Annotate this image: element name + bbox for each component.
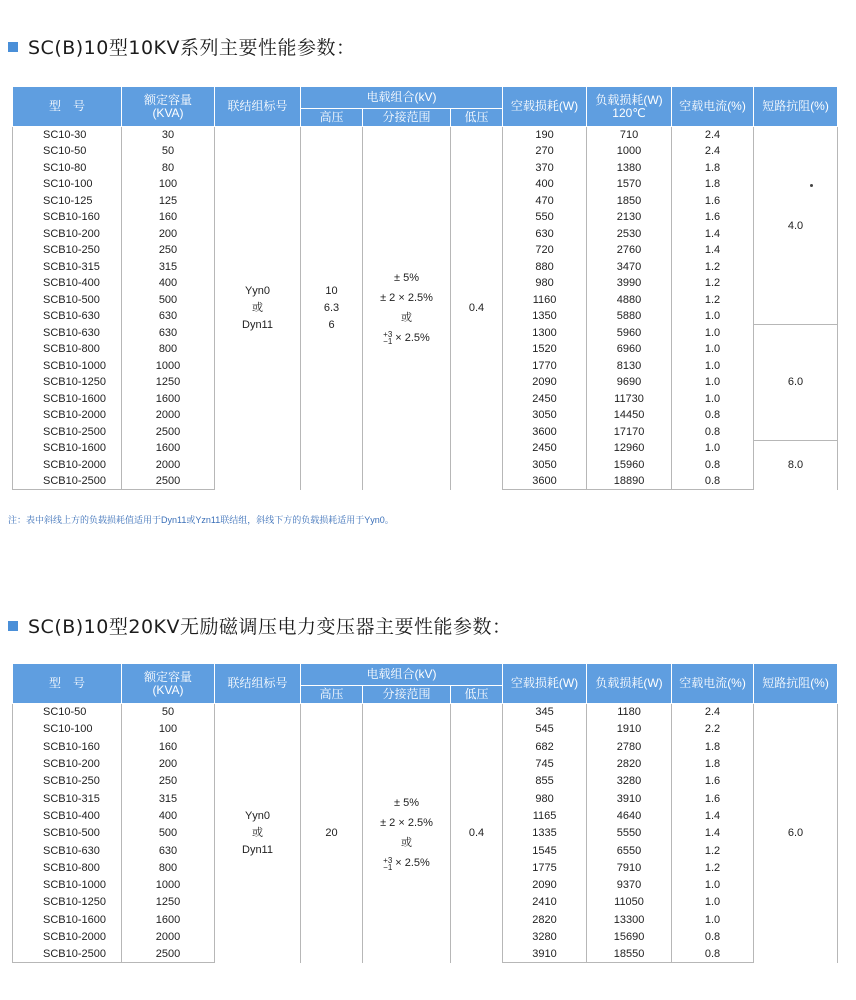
load-loss-cell: 1380 — [587, 160, 672, 177]
no-load-loss-cell: 1335 — [503, 825, 587, 842]
capacity-cell: 2500 — [122, 424, 215, 441]
header-voltage-group: 电载组合(kV) — [301, 664, 503, 686]
impedance-cell: 4.0 — [754, 127, 838, 325]
model-cell: SCB10-1000 — [13, 358, 122, 375]
no-load-loss-cell: 3050 — [503, 457, 587, 474]
capacity-cell: 160 — [122, 738, 215, 755]
capacity-cell: 250 — [122, 773, 215, 790]
tap-step: × 2.5% — [395, 857, 430, 870]
header-no-load-loss: 空载损耗(W) — [503, 664, 587, 704]
impedance-cell: 6.0 — [754, 704, 838, 963]
header-model: 型 号 — [13, 87, 122, 127]
no-load-loss-cell: 720 — [503, 242, 587, 259]
model-cell: SCB10-200 — [13, 226, 122, 243]
tap-range-cell — [363, 127, 451, 490]
header-no-load-loss: 空载损耗(W) — [503, 87, 587, 127]
model-cell: SCB10-1250 — [13, 894, 122, 911]
model-cell: SCB10-250 — [13, 773, 122, 790]
no-load-loss-cell: 2090 — [503, 374, 587, 391]
no-load-current-cell: 1.0 — [672, 391, 754, 408]
capacity-cell: 30 — [122, 127, 215, 144]
header-tap: 分接范围 — [363, 686, 451, 704]
model-cell: SC10-125 — [13, 193, 122, 210]
no-load-loss-cell: 2450 — [503, 391, 587, 408]
load-loss-cell: 3470 — [587, 259, 672, 276]
no-load-loss-cell: 855 — [503, 773, 587, 790]
load-loss-cell: 6550 — [587, 842, 672, 859]
capacity-cell: 630 — [122, 325, 215, 342]
load-loss-cell: 5960 — [587, 325, 672, 342]
model-cell: SC10-100 — [13, 721, 122, 738]
load-loss-cell: 2530 — [587, 226, 672, 243]
no-load-current-cell: 1.2 — [672, 859, 754, 876]
capacity-cell: 2500 — [122, 473, 215, 490]
no-load-current-cell: 1.6 — [672, 790, 754, 807]
connection-cell — [215, 127, 301, 490]
no-load-loss-cell: 1350 — [503, 308, 587, 325]
model-cell: SC10-50 — [13, 704, 122, 721]
no-load-loss-cell: 880 — [503, 259, 587, 276]
load-loss-cell: 13300 — [587, 911, 672, 928]
model-cell: SCB10-160 — [13, 209, 122, 226]
model-cell: SC10-30 — [13, 127, 122, 144]
header-no-load-current: 空载电流(%) — [672, 87, 754, 127]
header-no-load-current: 空载电流(%) — [672, 664, 754, 704]
tap-line-stacked — [363, 328, 450, 348]
model-cell: SCB10-500 — [13, 292, 122, 309]
capacity-cell: 125 — [122, 193, 215, 210]
no-load-current-cell: 1.8 — [672, 738, 754, 755]
no-load-current-cell: 0.8 — [672, 928, 754, 945]
tap-line: ± 5% — [394, 272, 419, 285]
tap-minus: −1 — [383, 337, 393, 347]
capacity-cell: 50 — [122, 143, 215, 160]
no-load-current-cell: 1.2 — [672, 259, 754, 276]
capacity-cell: 1600 — [122, 391, 215, 408]
header-tap: 分接范围 — [363, 109, 451, 127]
load-loss-cell: 1000 — [587, 143, 672, 160]
capacity-cell: 1600 — [122, 440, 215, 457]
no-load-loss-cell: 550 — [503, 209, 587, 226]
section1-title: SC(B)10型10KV系列主要性能参数： — [8, 33, 356, 60]
load-loss-cell: 11730 — [587, 391, 672, 408]
lv-cell: 0.4 — [451, 704, 503, 963]
model-cell: SCB10-400 — [13, 807, 122, 824]
connection-cell-line: Yyn0 — [244, 284, 271, 297]
tap-line: ± 2 × 2.5% — [380, 817, 433, 830]
no-load-current-cell: 1.2 — [672, 842, 754, 859]
tap-line: 或 — [401, 312, 412, 325]
load-loss-cell: 8130 — [587, 358, 672, 375]
model-cell: SCB10-315 — [13, 790, 122, 807]
hv-cell: 20 — [301, 704, 363, 963]
table-row — [13, 127, 838, 144]
lv-cell: 0.4 — [451, 127, 503, 490]
header-voltage-group: 电载组合(kV) — [301, 87, 503, 109]
no-load-current-cell: 1.4 — [672, 226, 754, 243]
load-loss-cell: 2130 — [587, 209, 672, 226]
load-loss-cell: 2760 — [587, 242, 672, 259]
load-loss-cell: 1570 — [587, 176, 672, 193]
capacity-cell: 1000 — [122, 358, 215, 375]
no-load-current-cell: 0.8 — [672, 946, 754, 963]
no-load-loss-cell: 682 — [503, 738, 587, 755]
tap-line-stacked — [363, 853, 450, 873]
connection-cell — [215, 704, 301, 963]
model-cell: SCB10-2500 — [13, 473, 122, 490]
no-load-current-cell: 2.4 — [672, 704, 754, 721]
table-row — [13, 704, 838, 721]
connection-cell-line: 或 — [252, 826, 263, 839]
load-loss-cell: 3910 — [587, 790, 672, 807]
load-loss-cell: 9690 — [587, 374, 672, 391]
capacity-cell: 2000 — [122, 928, 215, 945]
model-cell: SCB10-500 — [13, 825, 122, 842]
header-model: 型 号 — [13, 664, 122, 704]
model-cell: SCB10-1000 — [13, 876, 122, 893]
capacity-cell: 500 — [122, 825, 215, 842]
impedance-cell: 6.0 — [754, 325, 838, 441]
header-hv: 高压 — [301, 686, 363, 704]
capacity-cell: 100 — [122, 721, 215, 738]
capacity-cell: 500 — [122, 292, 215, 309]
capacity-cell: 1250 — [122, 894, 215, 911]
load-loss-cell: 7910 — [587, 859, 672, 876]
capacity-cell: 1250 — [122, 374, 215, 391]
section2-title: SC(B)10型20KV无励磁调压电力变压器主要性能参数： — [8, 612, 512, 639]
hv-cell-line: 6 — [328, 318, 335, 331]
spec-table-10kv — [12, 86, 838, 490]
header-capacity: 额定容量 (KVA) — [122, 87, 215, 127]
no-load-current-cell: 1.0 — [672, 911, 754, 928]
spec-table-20kv — [12, 663, 838, 963]
no-load-loss-cell: 980 — [503, 790, 587, 807]
capacity-cell: 2000 — [122, 407, 215, 424]
header-load-loss: 负载损耗(W) — [587, 664, 672, 704]
load-loss-cell: 15690 — [587, 928, 672, 945]
no-load-current-cell: 1.4 — [672, 825, 754, 842]
header-connection: 联结组标号 — [215, 664, 301, 704]
model-cell: SCB10-1600 — [13, 440, 122, 457]
load-loss-cell: 6960 — [587, 341, 672, 358]
no-load-current-cell: 1.6 — [672, 209, 754, 226]
header-load-loss: 负载损耗(W) 120℃ — [587, 87, 672, 127]
table-note: 注：表中斜线上方的负载损耗值适用于Dyn11或Yzn11联结组，斜线下方的负载损耗适用于Yyn0。 — [8, 515, 394, 525]
capacity-cell: 400 — [122, 807, 215, 824]
load-loss-cell: 710 — [587, 127, 672, 144]
bullet-square-icon — [8, 621, 18, 631]
load-loss-cell: 3990 — [587, 275, 672, 292]
no-load-current-cell: 1.8 — [672, 176, 754, 193]
hv-cell-line: 10 — [325, 284, 338, 297]
no-load-current-cell: 1.4 — [672, 807, 754, 824]
capacity-cell: 200 — [122, 226, 215, 243]
no-load-current-cell: 0.8 — [672, 407, 754, 424]
no-load-loss-cell: 400 — [503, 176, 587, 193]
no-load-loss-cell: 3280 — [503, 928, 587, 945]
no-load-loss-cell: 630 — [503, 226, 587, 243]
no-load-current-cell: 1.4 — [672, 242, 754, 259]
connection-cell-line: Dyn11 — [242, 318, 273, 331]
load-loss-cell: 1850 — [587, 193, 672, 210]
header-connection: 联结组标号 — [215, 87, 301, 127]
load-loss-cell: 5880 — [587, 308, 672, 325]
no-load-current-cell: 1.0 — [672, 894, 754, 911]
no-load-loss-cell: 345 — [503, 704, 587, 721]
capacity-cell: 630 — [122, 308, 215, 325]
tap-line: ± 2 × 2.5% — [380, 292, 433, 305]
no-load-loss-cell: 1770 — [503, 358, 587, 375]
no-load-loss-cell: 1300 — [503, 325, 587, 342]
header-lv: 低压 — [451, 686, 503, 704]
header-hv: 高压 — [301, 109, 363, 127]
no-load-loss-cell: 3050 — [503, 407, 587, 424]
no-load-current-cell: 2.2 — [672, 721, 754, 738]
capacity-cell: 2500 — [122, 946, 215, 963]
no-load-current-cell: 1.0 — [672, 325, 754, 342]
model-cell: SC10-80 — [13, 160, 122, 177]
no-load-loss-cell: 470 — [503, 193, 587, 210]
no-load-current-cell: 0.8 — [672, 473, 754, 490]
no-load-current-cell: 0.8 — [672, 457, 754, 474]
no-load-current-cell: 1.8 — [672, 755, 754, 772]
tap-range-cell — [363, 704, 451, 963]
model-cell: SCB10-250 — [13, 242, 122, 259]
no-load-current-cell: 2.4 — [672, 143, 754, 160]
no-load-current-cell: 1.0 — [672, 308, 754, 325]
model-cell: SCB10-1600 — [13, 911, 122, 928]
model-cell: SCB10-2500 — [13, 424, 122, 441]
load-loss-cell: 2780 — [587, 738, 672, 755]
tap-line: ± 5% — [394, 797, 419, 810]
load-loss-cell: 11050 — [587, 894, 672, 911]
model-cell: SCB10-160 — [13, 738, 122, 755]
model-cell: SCB10-2500 — [13, 946, 122, 963]
no-load-current-cell: 1.0 — [672, 358, 754, 375]
load-loss-cell: 12960 — [587, 440, 672, 457]
no-load-current-cell: 1.6 — [672, 193, 754, 210]
no-load-current-cell: 1.0 — [672, 341, 754, 358]
header-lv: 低压 — [451, 109, 503, 127]
model-cell: SCB10-630 — [13, 842, 122, 859]
capacity-cell: 400 — [122, 275, 215, 292]
no-load-loss-cell: 1520 — [503, 341, 587, 358]
load-loss-cell: 1910 — [587, 721, 672, 738]
load-loss-cell: 18550 — [587, 946, 672, 963]
speck-dot — [810, 184, 813, 187]
capacity-cell: 1000 — [122, 876, 215, 893]
capacity-cell: 315 — [122, 259, 215, 276]
load-loss-cell: 18890 — [587, 473, 672, 490]
header-impedance: 短路抗阻(%) — [754, 87, 838, 127]
no-load-loss-cell: 2450 — [503, 440, 587, 457]
capacity-cell: 1600 — [122, 911, 215, 928]
load-loss-cell: 9370 — [587, 876, 672, 893]
model-cell: SCB10-630 — [13, 325, 122, 342]
tap-minus: −1 — [383, 862, 393, 872]
no-load-current-cell: 1.6 — [672, 773, 754, 790]
load-loss-cell: 4640 — [587, 807, 672, 824]
capacity-cell: 630 — [122, 842, 215, 859]
tap-superscript-stack — [383, 331, 392, 345]
tap-line: 或 — [401, 837, 412, 850]
capacity-cell: 800 — [122, 341, 215, 358]
model-cell: SCB10-630 — [13, 308, 122, 325]
bullet-square-icon — [8, 42, 18, 52]
capacity-cell: 80 — [122, 160, 215, 177]
no-load-loss-cell: 270 — [503, 143, 587, 160]
capacity-cell: 315 — [122, 790, 215, 807]
no-load-current-cell: 1.2 — [672, 275, 754, 292]
no-load-loss-cell: 190 — [503, 127, 587, 144]
no-load-current-cell: 2.4 — [672, 127, 754, 144]
no-load-loss-cell: 2410 — [503, 894, 587, 911]
no-load-loss-cell: 370 — [503, 160, 587, 177]
model-cell: SCB10-1250 — [13, 374, 122, 391]
no-load-current-cell: 1.8 — [672, 160, 754, 177]
model-cell: SCB10-200 — [13, 755, 122, 772]
model-cell: SCB10-400 — [13, 275, 122, 292]
load-loss-cell: 17170 — [587, 424, 672, 441]
no-load-loss-cell: 2090 — [503, 876, 587, 893]
no-load-current-cell: 1.0 — [672, 374, 754, 391]
connection-cell-line: Yyn0 — [244, 809, 271, 822]
model-cell: SCB10-1600 — [13, 391, 122, 408]
capacity-cell: 100 — [122, 176, 215, 193]
no-load-current-cell: 1.0 — [672, 440, 754, 457]
no-load-loss-cell: 1775 — [503, 859, 587, 876]
no-load-loss-cell: 2820 — [503, 911, 587, 928]
capacity-cell: 160 — [122, 209, 215, 226]
tap-superscript-stack — [383, 857, 392, 871]
capacity-cell: 2000 — [122, 457, 215, 474]
model-cell: SCB10-800 — [13, 859, 122, 876]
hv-cell — [301, 127, 363, 490]
no-load-loss-cell: 3910 — [503, 946, 587, 963]
load-loss-cell: 5550 — [587, 825, 672, 842]
model-cell: SCB10-2000 — [13, 407, 122, 424]
header-impedance: 短路抗阻(%) — [754, 664, 838, 704]
no-load-current-cell: 1.0 — [672, 876, 754, 893]
no-load-loss-cell: 3600 — [503, 424, 587, 441]
load-loss-cell: 15960 — [587, 457, 672, 474]
no-load-loss-cell: 745 — [503, 755, 587, 772]
tap-plus: +3 — [383, 330, 393, 340]
no-load-loss-cell: 980 — [503, 275, 587, 292]
capacity-cell: 800 — [122, 859, 215, 876]
no-load-current-cell: 1.2 — [672, 292, 754, 309]
load-loss-cell: 14450 — [587, 407, 672, 424]
capacity-cell: 200 — [122, 755, 215, 772]
no-load-loss-cell: 1545 — [503, 842, 587, 859]
model-cell: SCB10-315 — [13, 259, 122, 276]
no-load-loss-cell: 1165 — [503, 807, 587, 824]
capacity-cell: 250 — [122, 242, 215, 259]
model-cell: SC10-100 — [13, 176, 122, 193]
model-cell: SCB10-2000 — [13, 928, 122, 945]
load-loss-cell: 1180 — [587, 704, 672, 721]
model-cell: SC10-50 — [13, 143, 122, 160]
connection-cell-line: 或 — [252, 301, 263, 314]
header-capacity: 额定容量 (KVA) — [122, 664, 215, 704]
no-load-loss-cell: 3600 — [503, 473, 587, 490]
impedance-cell: 8.0 — [754, 440, 838, 490]
model-cell: SCB10-800 — [13, 341, 122, 358]
hv-cell-line: 6.3 — [323, 301, 340, 314]
load-loss-cell: 2820 — [587, 755, 672, 772]
no-load-loss-cell: 545 — [503, 721, 587, 738]
no-load-loss-cell: 1160 — [503, 292, 587, 309]
connection-cell-line: Dyn11 — [242, 843, 273, 856]
tap-plus: +3 — [383, 855, 393, 865]
model-cell: SCB10-2000 — [13, 457, 122, 474]
load-loss-cell: 3280 — [587, 773, 672, 790]
no-load-current-cell: 0.8 — [672, 424, 754, 441]
load-loss-cell: 4880 — [587, 292, 672, 309]
tap-step: × 2.5% — [395, 332, 430, 345]
capacity-cell: 50 — [122, 704, 215, 721]
